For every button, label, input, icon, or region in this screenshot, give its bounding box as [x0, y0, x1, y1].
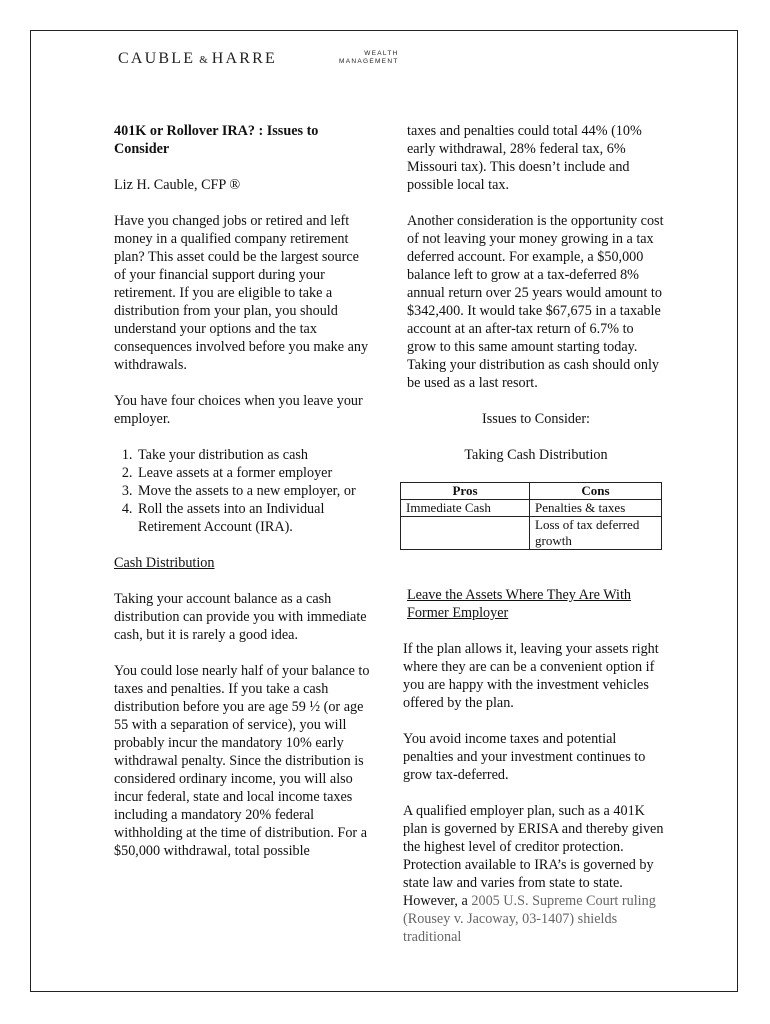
table-caption-1: Issues to Consider: [482, 411, 590, 427]
choices-intro: You have four choices when you leave your employer. [114, 393, 363, 427]
choice-item: 4. Roll the assets into an Individual Retirement Account (IRA). [136, 500, 374, 536]
table-row [401, 500, 662, 517]
table-header-row [401, 483, 662, 500]
choice-item: 3. Move the assets to a new employer, or [136, 482, 374, 500]
brand-subtitle-line1: WEALTH [364, 50, 399, 57]
left-column [114, 122, 374, 878]
choices-list [114, 446, 374, 536]
leave-paragraph-3-main: A qualified employer plan, such as a 401K plan is governed by ERISA and thereby given the highest level of creditor protection. Protection available to IRA’s is governed by state law and varies from state to state. However, a [403, 803, 664, 909]
brand-subtitle [339, 50, 399, 66]
choice-item: 1. Take your distribution as cash [136, 446, 374, 464]
cons-header: Cons [530, 483, 662, 500]
brand-ampersand: & [199, 54, 208, 66]
cons-cell: Penalties & taxes [530, 500, 662, 517]
cons-cell: Loss of tax deferred growth [530, 517, 662, 550]
author-line: Liz H. Cauble, CFP ® [114, 177, 241, 193]
right-column [403, 122, 665, 964]
brand-logo [118, 50, 277, 68]
cash-distribution-heading: Cash Distribution [114, 555, 215, 571]
leave-paragraph-3 [403, 802, 665, 946]
table-caption-2: Taking Cash Distribution [464, 447, 608, 463]
intro-paragraph: Have you changed jobs or retired and left money in a qualified company retirement plan? This asset could be the largest source of your financial support during your retirement. If you are eligible to take a distribution from your plan, you should understand your options and the tax consequences involved before you make any withdrawals. [114, 213, 369, 373]
table-row [401, 517, 662, 550]
pros-header: Pros [401, 483, 530, 500]
pros-cons-table [400, 482, 662, 550]
leave-paragraph-1: If the plan allows it, leaving your assets right where they are can be a convenient option if you are happy with the investment vehicles offered by the plan. [403, 641, 659, 711]
court-ruling-text: 2005 U.S. Supreme Court ruling (Rousey v. Jacoway, 03-1407) shields traditional [403, 893, 656, 945]
issues-table-block [407, 410, 665, 550]
cash-paragraph-2: You could lose nearly half of your balance to taxes and penalties. If you take a cash distribution before you are age 59 ½ (or age 55 with a separation of service), you will probably incur the mandatory 10% early withdrawal penalty. Since the distribution is considered ordinary income, you will also incur federal, state and local income taxes including a mandatory 20% federal withholding at the time of distribution. For a $50,000 withdrawal, total possible [114, 663, 370, 859]
article-title: 401K or Rollover IRA? : Issues to Consider [114, 123, 319, 157]
leave-assets-heading: Leave the Assets Where They Are With Former Employer [407, 587, 631, 621]
brand-subtitle-line2: MANAGEMENT [339, 58, 399, 65]
pros-cell [401, 517, 530, 550]
brand-name-right: HARRE [211, 50, 277, 67]
choice-item: 2. Leave assets at a former employer [136, 464, 374, 482]
cash-paragraph-1: Taking your account balance as a cash distribution can provide you with immediate cash, but it is rarely a good idea. [114, 591, 367, 643]
continued-paragraph: taxes and penalties could total 44% (10% early withdrawal, 28% federal tax, 6% Missouri tax). This doesn’t include and possible local tax. [407, 123, 642, 193]
pros-cell: Immediate Cash [401, 500, 530, 517]
brand-name-left: CAUBLE [118, 50, 196, 67]
opportunity-paragraph: Another consideration is the opportunity cost of not leaving your money growing in a tax deferred account. For example, a $50,000 balance left to grow at a tax-deferred 8% annual return over 25 years would amount to $342,400. It would take $67,675 in a taxable account at an after-tax return of 6.7% to grow to this same amount starting today. Taking your distribution as cash should only be used as a last resort. [407, 213, 664, 391]
leave-paragraph-2: You avoid income taxes and potential penalties and your investment continues to grow tax-deferred. [403, 731, 646, 783]
